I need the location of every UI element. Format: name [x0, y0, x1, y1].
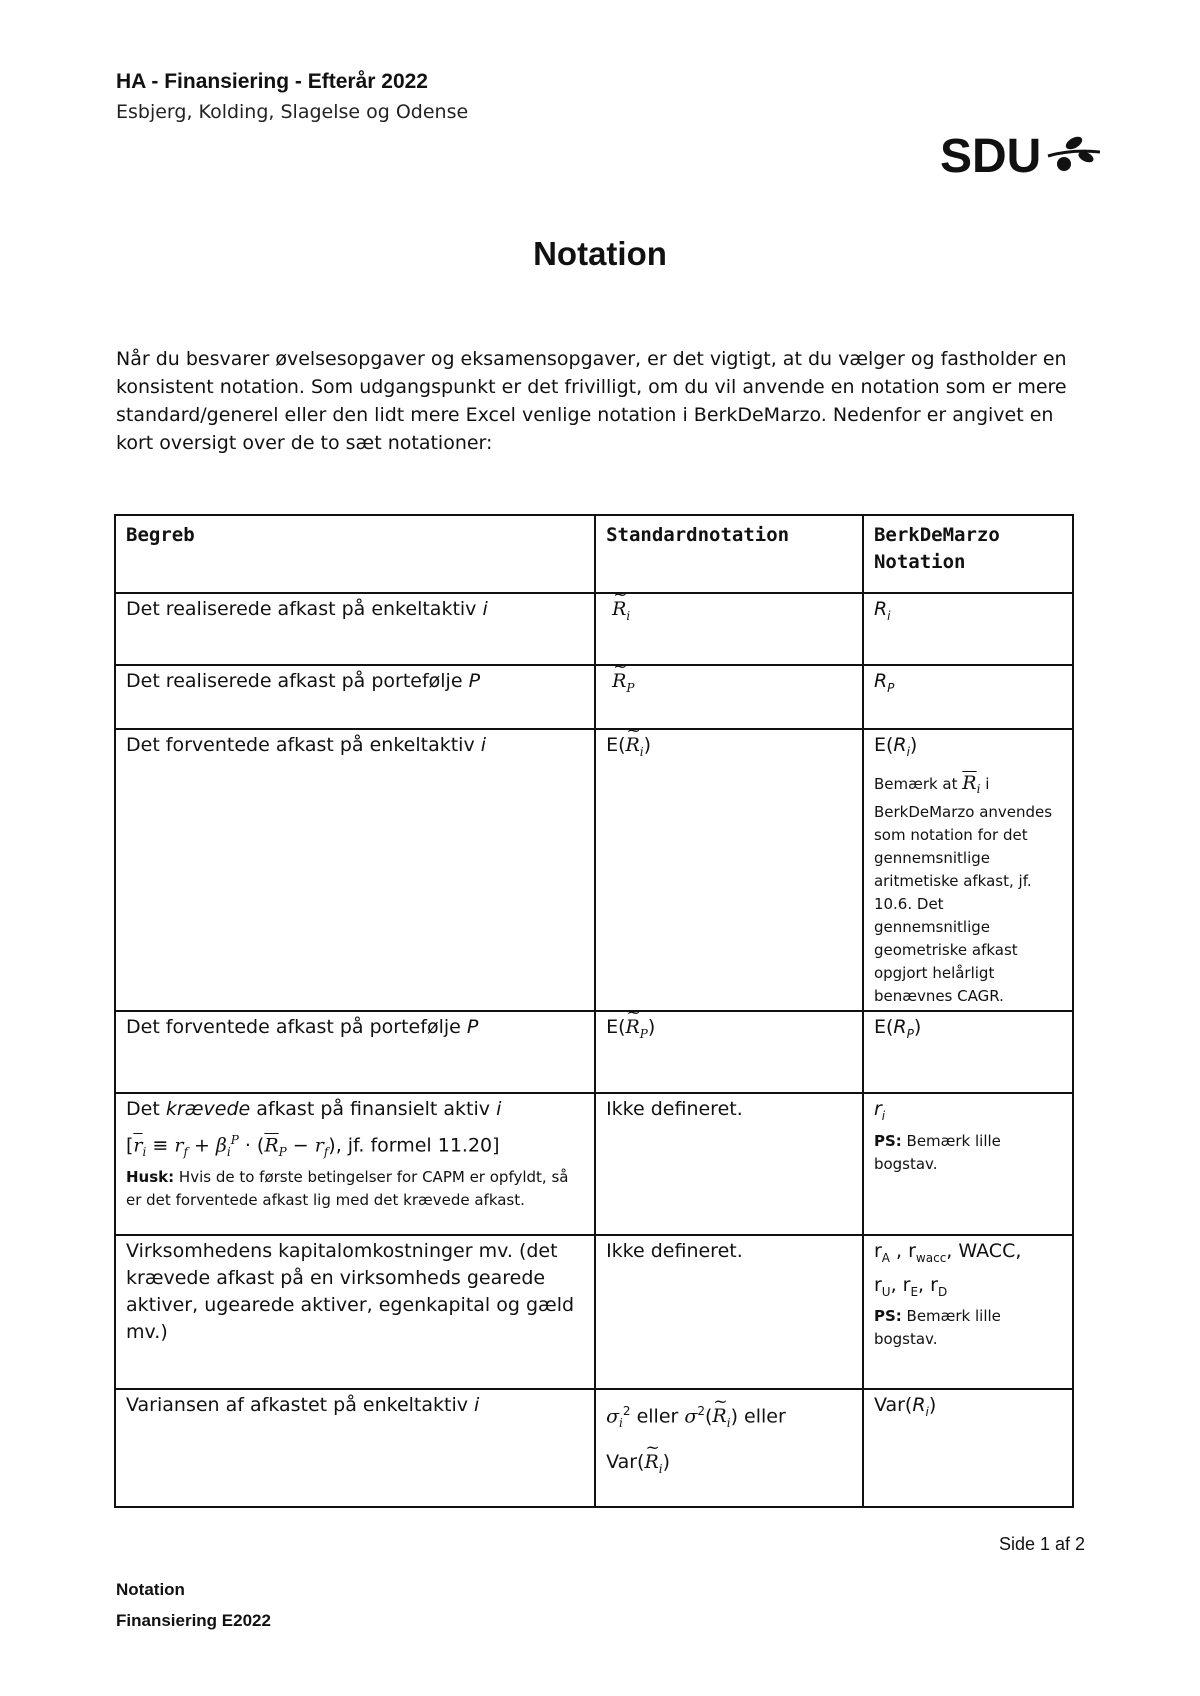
header-berkdemarzo: BerkDeMarzo Notation: [863, 515, 1073, 593]
notation-table: [114, 514, 1074, 1508]
concept-cell: Det forventede afkast på portefølje P: [115, 1011, 595, 1093]
concept-cell: Det forventede afkast på enkeltaktiv i: [115, 729, 595, 1011]
sdu-logo: [940, 128, 1100, 180]
capm-formula: [$\overline{r}_i \equiv r_f + \beta_i^P \cdot (\overline{R}_P - r_f)$, jf. formel 11.20]: [126, 1132, 500, 1159]
page-number: Side 1 af 2: [999, 1534, 1086, 1554]
table-row: [115, 665, 1073, 729]
header-standard: Standardnotation: [595, 515, 863, 593]
table-row: [115, 1235, 1073, 1389]
table-row: [115, 1093, 1073, 1235]
header-begreb: Begreb: [115, 515, 595, 593]
intro-paragraph: Når du besvarer øvelsesopgaver og eksamensopgaver, er det vigtigt, at du vælger og fastholder en konsistent notation. Som udgangspunkt er det frivilligt, om du vil anvende en notation som er mere standard/generel eller den lidt mere Excel venlige notation i BerkDeMarzo. Nedenfor er angivet en kort oversigt over de to sæt notationer:: [116, 348, 1067, 454]
footer-line-1: Notation: [116, 1580, 185, 1599]
standard-cell: $\sigma_i^2$ eller $\sigma^2(\sim$ $R_i$) eller Var(~ $R_i$): [595, 1389, 863, 1507]
table-row: [115, 1389, 1073, 1507]
berkdemarzo-cell: $E(R_i)$ Bemærk at $\overline{R}_i$ i BerkDeMarzo anvendes som notation for det gennemsnitlige aritmetiske afkast, jf. 10.6. Det gennemsnitlige geometriske afkast opgjort helårligt benævnes CAGR.: [863, 729, 1073, 1011]
berkdemarzo-cell: $Var(R_i)$: [863, 1389, 1073, 1507]
footer-line-2: Finansiering E2022: [116, 1611, 271, 1630]
concept-cell: Det realiserede afkast på portefølje P: [115, 665, 595, 729]
berkdemarzo-cell: $r_A$ , $r_{wacc}$, WACC, $r_U$, $r_E$, $r_D$ PS: Bemærk lille bogstav.: [863, 1235, 1073, 1389]
standard-cell: Ikke defineret.: [595, 1235, 863, 1389]
page-title: Notation: [533, 235, 667, 272]
standard-cell: ~ $R_i$: [595, 593, 863, 665]
concept-cell: Det krævede afkast på finansielt aktiv i [$\overline{r}_i \equiv r_f + \beta_i^P \cdot (\overline{R}_P - r_f)$, jf. formel 11.20] Husk: Hvis de to første betingelser for CAPM er opfyldt, så er det forventede afkast lig med det krævede afkast.: [115, 1093, 595, 1235]
concept-cell: Variansen af afkastet på enkeltaktiv i: [115, 1389, 595, 1507]
table-row: [115, 593, 1073, 665]
concept-cell: Det realiserede afkast på enkeltaktiv i: [115, 593, 595, 665]
table-row: [115, 1011, 1073, 1093]
header-title: HA - Finansiering - Efterår 2022: [116, 70, 428, 93]
standard-cell: Ikke defineret.: [595, 1093, 863, 1235]
berkdemarzo-cell: $R_P$: [863, 665, 1073, 729]
berkdemarzo-cell: $E(R_P)$: [863, 1011, 1073, 1093]
olive-branch-icon: [1048, 134, 1100, 171]
cagr-note: BerkDeMarzo anvendes som notation for det gennemsnitlige aritmetiske afkast, jf. 10.6. Det gennemsnitlige geometriske afkast opgjort helårligt benævnes CAGR.: [873, 802, 1053, 1005]
table-row: [115, 729, 1073, 1011]
berkdemarzo-cell: $R_i$: [863, 593, 1073, 665]
header-subtitle: Esbjerg, Kolding, Slagelse og Odense: [116, 101, 469, 123]
table-header-row: [115, 515, 1073, 593]
sdu-logo-text: SDU: [940, 130, 1042, 180]
standard-cell: E(~ $R_i$): [595, 729, 863, 1011]
berkdemarzo-cell: $r_i$ PS: Bemærk lille bogstav.: [863, 1093, 1073, 1235]
standard-cell: E(~ $R_P$): [595, 1011, 863, 1093]
concept-cell: Virksomhedens kapitalomkostninger mv. (det krævede afkast på en virksomheds gearede aktiver, ugearede aktiver, egenkapital og gæld mv.): [115, 1235, 595, 1389]
husk-note: Husk: Hvis de to første betingelser for CAPM er opfyldt, så er det forventede afkast lig med det krævede afkast.: [126, 1167, 569, 1209]
standard-cell: ~ $R_P$: [595, 665, 863, 729]
